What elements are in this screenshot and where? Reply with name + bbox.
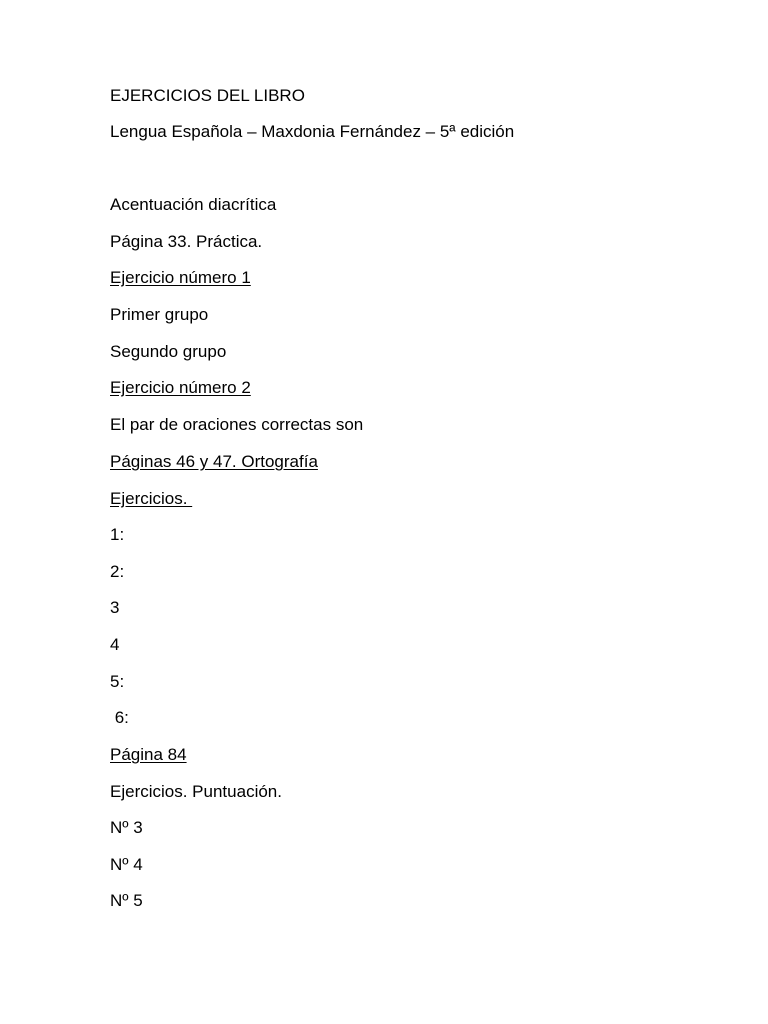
list-item-5: 5: [110,672,125,691]
exercise-number-5: Nº 5 [110,891,143,910]
text-line-oraciones: El par de oraciones correctas son [110,415,364,434]
exercise-heading-1: Ejercicio número 1 [110,268,251,287]
list-item-4: 4 [110,635,120,654]
page-reference-46-47: Páginas 46 y 47. Ortografía [110,452,318,471]
text-line-segundo-grupo: Segundo grupo [110,342,227,361]
page-reference-33: Página 33. Práctica. [110,232,263,251]
text-line-primer-grupo: Primer grupo [110,305,209,324]
list-item-3: 3 [110,598,120,617]
list-item-2: 2: [110,562,125,581]
list-item-1: 1: [110,525,125,544]
section-heading-puntuacion: Ejercicios. Puntuación. [110,782,282,801]
exercise-number-4: Nº 4 [110,855,143,874]
list-item-6: 6: [110,708,129,727]
exercises-heading: Ejercicios. [110,489,193,508]
document-subtitle: Lengua Española – Maxdonia Fernández – 5ª edición [110,122,515,141]
section-heading-acentuacion: Acentuación diacrítica [110,195,277,214]
page-reference-84: Página 84 [110,745,187,764]
exercise-heading-2: Ejercicio número 2 [110,378,251,397]
document-title: EJERCICIOS DEL LIBRO [110,86,305,105]
exercise-number-3: Nº 3 [110,818,143,837]
